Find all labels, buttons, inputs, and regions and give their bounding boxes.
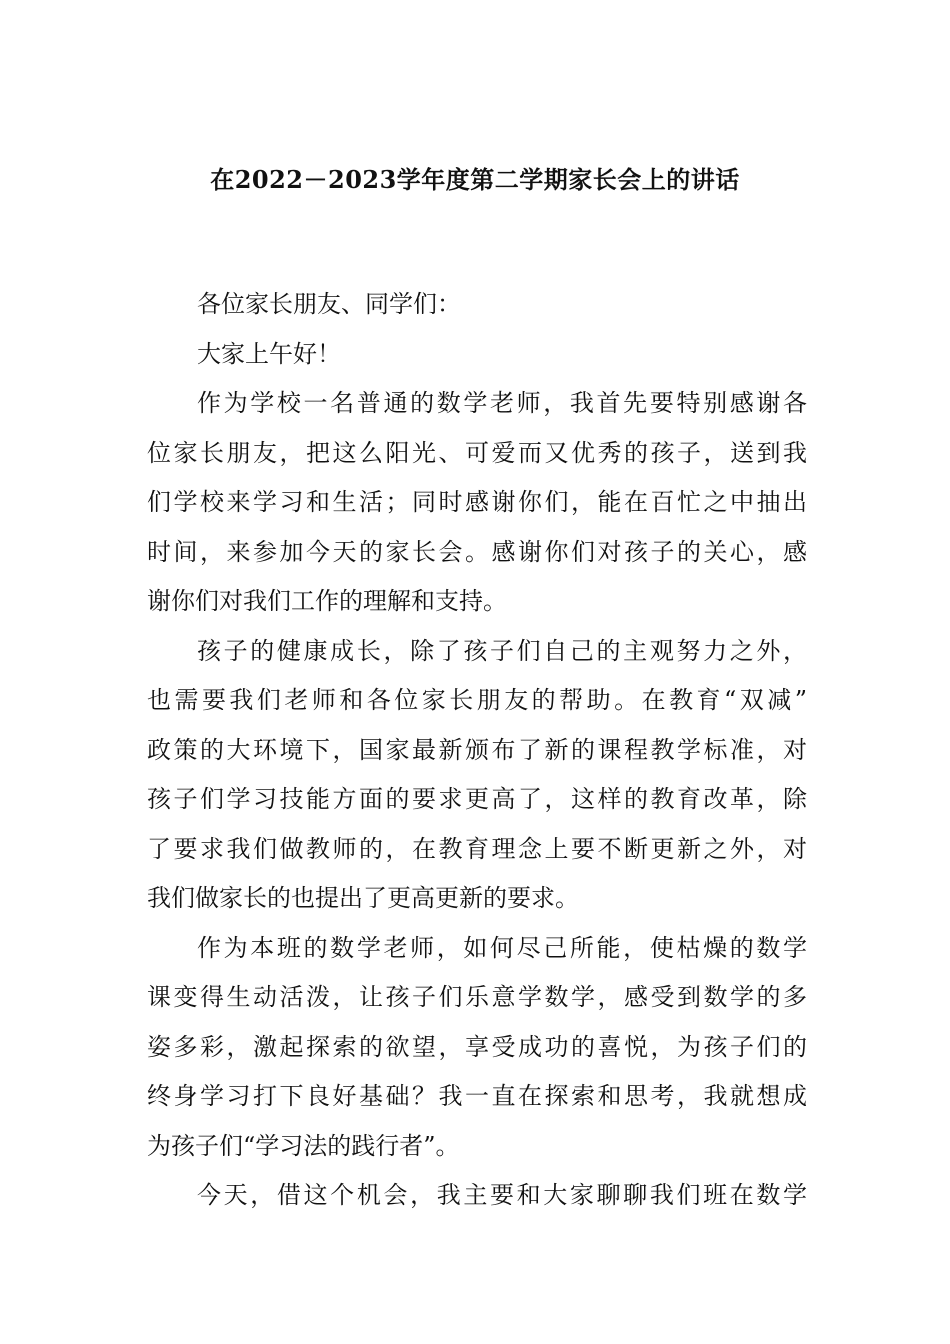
text-line: 终身学习打下良好基础？我一直在探索和思考，我就想成 [147, 1082, 807, 1110]
text-line: 孩子们学习技能方面的要求更高了，这样的教育改革，除 [147, 785, 807, 813]
text-line: 了要求我们做教师的，在教育理念上要不断更新之外，对 [147, 834, 807, 863]
text-line: 今天，借这个机会，我主要和大家聊聊我们班在数学 [197, 1181, 807, 1209]
text-line: 们学校来学习和生活；同时感谢你们，能在百忙之中抽出 [147, 488, 807, 516]
text-line: 课变得生动活泼，让孩子们乐意学数学，感受到数学的多 [147, 983, 807, 1011]
text-line: 也需要我们老师和各位家长朋友的帮助。在教育“双减” [147, 686, 807, 714]
text-line: 我们做家长的也提出了更高更新的要求。 [147, 884, 579, 912]
text-line: 作为本班的数学老师，如何尽己所能，使枯燥的数学 [197, 933, 807, 962]
text-line: 姿多彩，激起探索的欲望，享受成功的喜悦，为孩子们的 [147, 1032, 807, 1061]
text-line: 大家上午好！ [197, 339, 341, 368]
text-line: 各位家长朋友、同学们： [197, 290, 461, 318]
text-line: 位家长朋友，把这么阳光、可爱而又优秀的孩子，送到我 [147, 438, 807, 467]
text-line: 作为学校一名普通的数学老师，我首先要特别感谢各 [197, 389, 807, 417]
text-line: 谢你们对我们工作的理解和支持。 [147, 587, 507, 615]
text-line: 孩子的健康成长，除了孩子们自己的主观努力之外， [197, 636, 807, 665]
text-line: 政策的大环境下，国家最新颁布了新的课程教学标准，对 [147, 735, 807, 764]
document-title: 在2022－2023学年度第二学期家长会上的讲话 [210, 165, 740, 194]
text-line: 为孩子们“学习法的践行者”。 [147, 1131, 460, 1160]
text-line: 时间，来参加今天的家长会。感谢你们对孩子的关心，感 [147, 537, 807, 566]
document-body [147, 280, 807, 1221]
